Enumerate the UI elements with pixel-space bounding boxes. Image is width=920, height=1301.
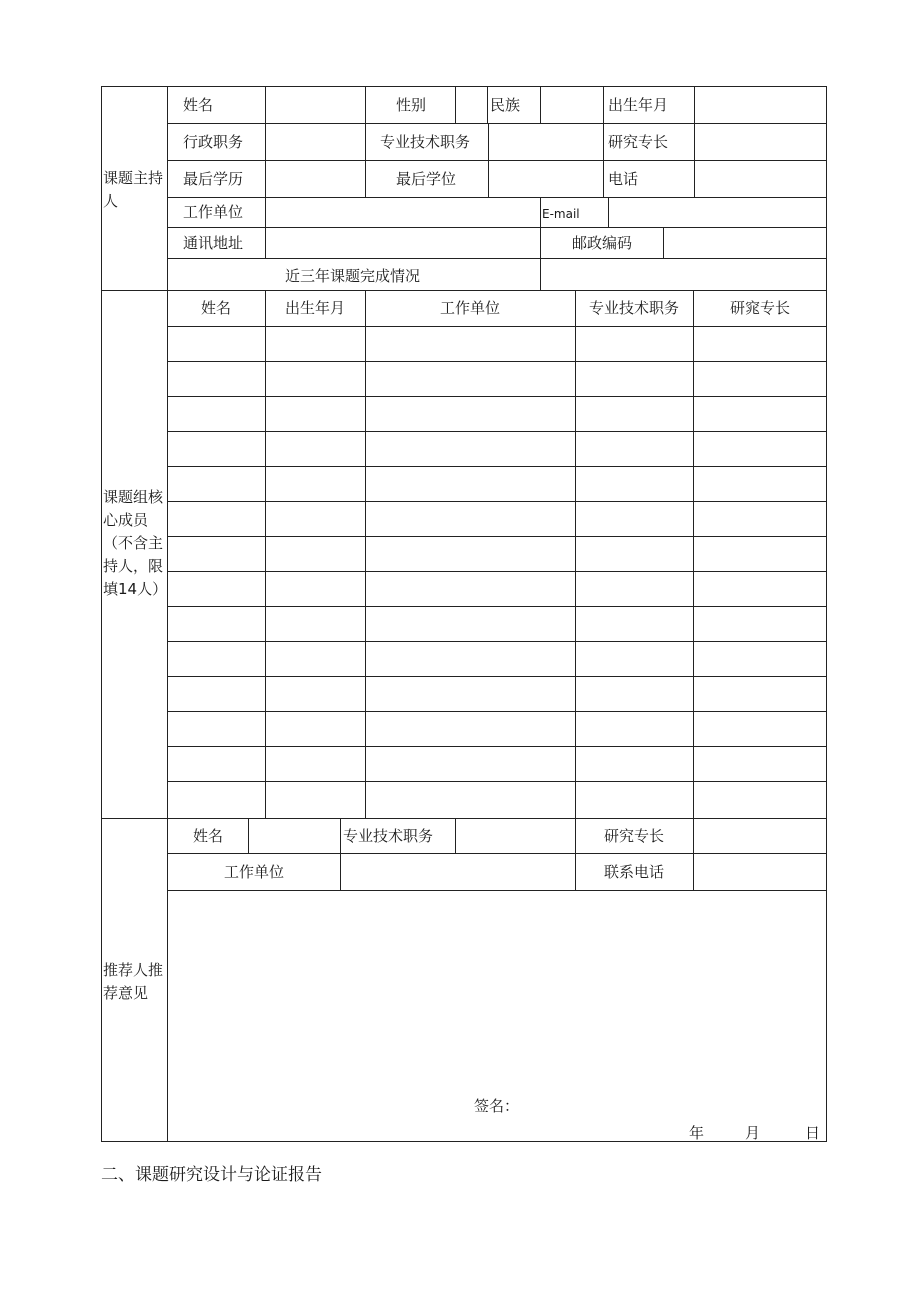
recommender-expertise-label: 研究专长 [604,827,665,845]
host-employer-label: 工作单位 [183,203,244,221]
member-cell[interactable] [697,474,823,492]
member-cell[interactable] [369,754,571,772]
member-cell[interactable] [269,439,361,457]
member-cell[interactable] [171,789,261,807]
members-col-expertise: 研窕专长 [729,299,791,317]
member-cell[interactable] [171,439,261,457]
member-cell[interactable] [579,544,689,562]
next-section-heading: 二、课题研究设计与论证报告 [101,1165,322,1185]
member-cell[interactable] [171,614,261,632]
members-col-name: 姓名 [200,299,232,317]
member-cell[interactable] [579,789,689,807]
host-degree-label: 最后学位 [396,170,457,188]
host-admin-post-label: 行政职务 [183,133,244,151]
member-cell[interactable] [697,439,823,457]
member-cell[interactable] [579,649,689,667]
member-cell[interactable] [579,404,689,422]
member-cell[interactable] [579,369,689,387]
member-cell[interactable] [369,474,571,492]
member-cell[interactable] [697,369,823,387]
member-cell[interactable] [697,579,823,597]
date-month-label: 月 [745,1124,761,1142]
recommender-section-label: 推荐人推荐意见 [103,961,164,1002]
member-cell[interactable] [369,369,571,387]
members-section-label: 课题组核心成员（不含主持人，限填14人） [103,488,168,598]
date-day-label: 日 [805,1124,821,1142]
member-cell[interactable] [369,404,571,422]
member-cell[interactable] [697,719,823,737]
host-email-label: E-mail [542,207,580,221]
member-cell[interactable] [369,579,571,597]
members-col-employer: 工作单位 [439,299,501,317]
member-cell[interactable] [579,439,689,457]
member-cell[interactable] [697,684,823,702]
member-cell[interactable] [171,684,261,702]
member-cell[interactable] [579,474,689,492]
member-cell[interactable] [697,334,823,352]
recommender-contact-label: 联系电话 [604,863,665,881]
member-cell[interactable] [369,544,571,562]
member-cell[interactable] [269,754,361,772]
member-cell[interactable] [369,509,571,527]
member-cell[interactable] [269,649,361,667]
member-cell[interactable] [579,754,689,772]
member-cell[interactable] [171,754,261,772]
member-cell[interactable] [171,544,261,562]
member-cell[interactable] [269,684,361,702]
signature-label: 签名： [474,1097,520,1115]
member-cell[interactable] [269,614,361,632]
member-cell[interactable] [697,649,823,667]
member-cell[interactable] [171,719,261,737]
member-cell[interactable] [579,719,689,737]
host-postcode-label: 邮政编码 [572,234,633,252]
host-recent-projects-label: 近三年课题完成情况 [285,267,421,285]
host-name-label: 姓名 [183,96,214,114]
member-cell[interactable] [369,719,571,737]
host-section-label: 课题主持人 [103,169,164,210]
member-cell[interactable] [369,614,571,632]
member-cell[interactable] [269,719,361,737]
host-expertise-label: 研究专长 [608,133,669,151]
member-cell[interactable] [579,509,689,527]
member-cell[interactable] [579,334,689,352]
member-cell[interactable] [697,614,823,632]
member-cell[interactable] [269,369,361,387]
member-cell[interactable] [579,614,689,632]
member-cell[interactable] [369,649,571,667]
member-cell[interactable] [369,439,571,457]
member-cell[interactable] [269,404,361,422]
host-tech-title-label: 专业技术职务 [380,133,471,151]
member-cell[interactable] [269,579,361,597]
member-cell[interactable] [269,509,361,527]
member-cell[interactable] [697,754,823,772]
member-cell[interactable] [697,789,823,807]
member-cell[interactable] [697,544,823,562]
member-cell[interactable] [269,789,361,807]
member-cell[interactable] [697,509,823,527]
member-cell[interactable] [579,684,689,702]
member-cell[interactable] [269,334,361,352]
members-col-birth: 出生年月 [284,299,346,317]
member-cell[interactable] [369,789,571,807]
member-cell[interactable] [369,684,571,702]
member-cell[interactable] [269,544,361,562]
host-birth-label: 出生年月 [608,96,669,114]
member-cell[interactable] [171,579,261,597]
member-cell[interactable] [171,509,261,527]
members-col-tech-title: 专业技术职务 [588,299,680,317]
member-cell[interactable] [171,474,261,492]
recommender-tech-title-label: 专业技术职务 [343,827,434,845]
member-cell[interactable] [171,649,261,667]
recommender-name-label: 姓名 [193,827,224,845]
member-cell[interactable] [697,404,823,422]
member-cell[interactable] [171,404,261,422]
member-cell[interactable] [579,579,689,597]
member-cell[interactable] [171,369,261,387]
host-phone-label: 电话 [608,170,639,188]
member-cell[interactable] [269,474,361,492]
host-address-label: 通讯地址 [183,234,244,252]
host-education-label: 最后学历 [183,170,244,188]
recommender-employer-label: 工作单位 [224,863,285,881]
member-cell[interactable] [369,334,571,352]
member-cell[interactable] [171,334,261,352]
host-ethnicity-label: 民族 [490,96,521,114]
date-year-label: 年 [689,1124,705,1142]
host-gender-label: 性别 [396,96,427,114]
